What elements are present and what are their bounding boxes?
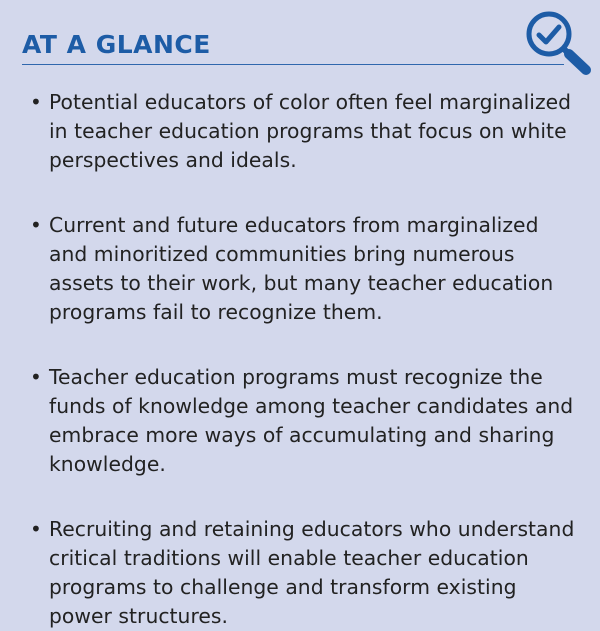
bullet-dot: • — [30, 517, 42, 541]
bullet-dot: • — [30, 213, 42, 237]
title-divider — [22, 64, 564, 65]
bullet-item — [30, 211, 582, 327]
bullet-text: Current and future educators from marginalized and minoritized communities bring numerous assets to their work, but many teacher education programs fail to recognize them. — [49, 213, 554, 324]
bullet-text: Teacher education programs must recognize the funds of knowledge among teacher candidates and embrace more ways of accumulating and sharing knowledge. — [49, 365, 574, 476]
bullet-dot: • — [30, 90, 42, 114]
bullet-text: Potential educators of color often feel marginalized in teacher education programs that focus on white perspectives and ideals. — [49, 90, 572, 172]
panel-title: AT A GLANCE — [22, 30, 211, 59]
bullet-item — [30, 88, 582, 175]
magnifier-check-icon — [522, 8, 594, 78]
bullet-item — [30, 515, 582, 631]
bullet-list — [30, 88, 582, 631]
bullet-dot: • — [30, 365, 42, 389]
bullet-item — [30, 363, 582, 479]
bullet-text: Recruiting and retaining educators who understand critical traditions will enable teacher education programs to challenge and transform existing power structures. — [49, 517, 575, 628]
